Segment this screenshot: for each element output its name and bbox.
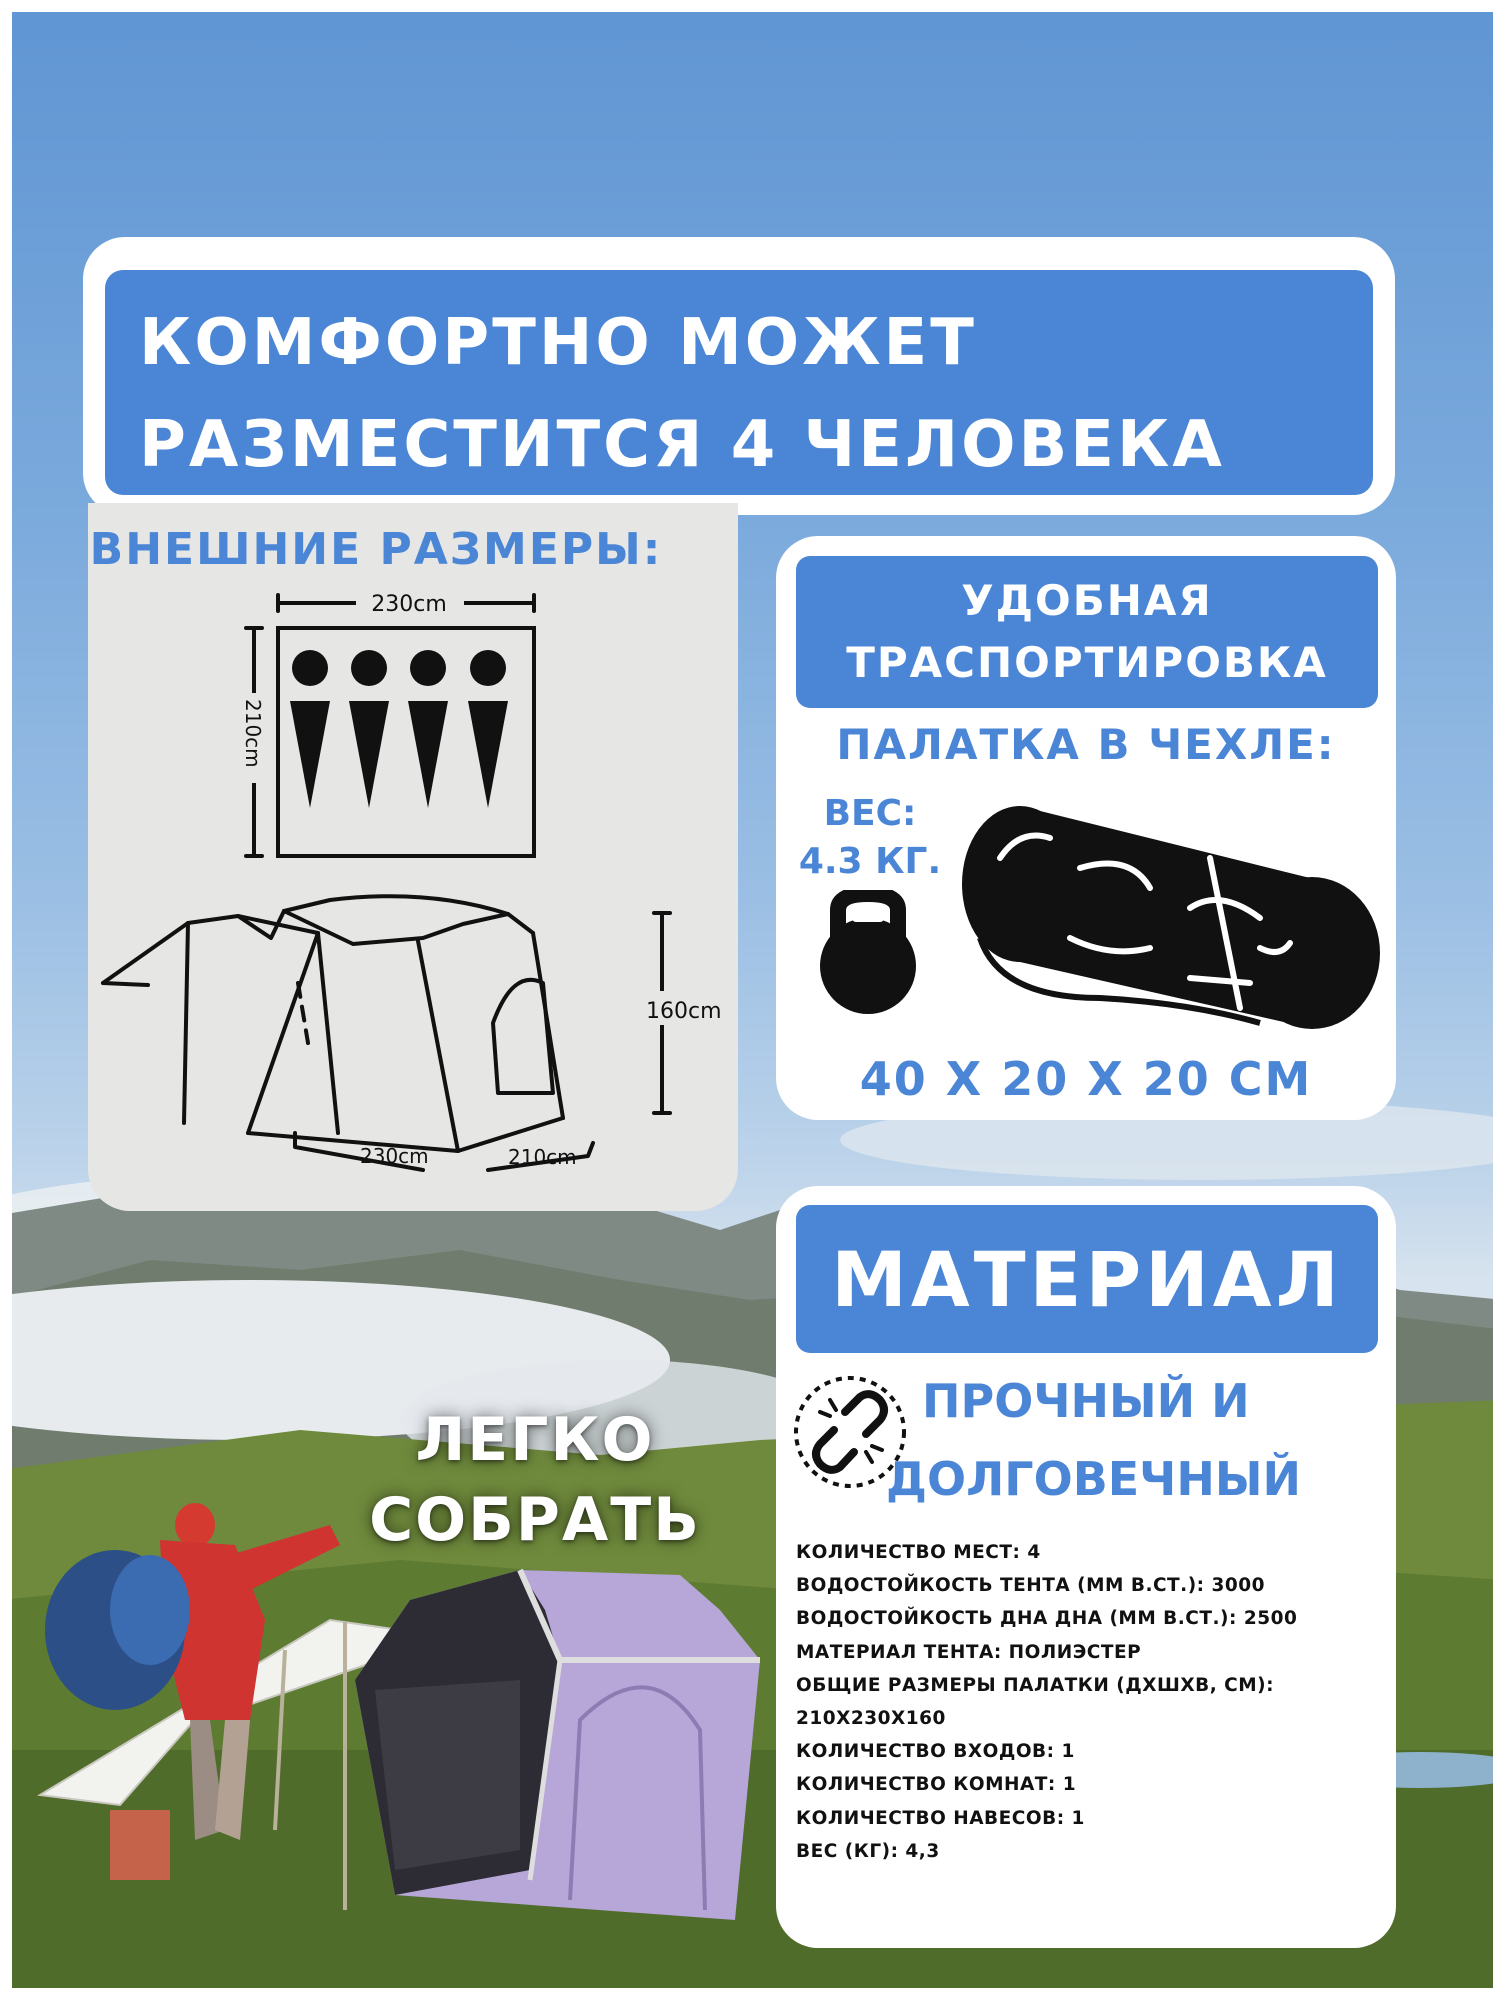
title-card (83, 237, 1395, 515)
tent-dimension-diagram (88, 503, 738, 1211)
dimensions-title: ВНЕШНИЕ РАЗМЕРЫ: (89, 524, 663, 575)
transport-header-line-1: УДОБНАЯ (961, 576, 1213, 625)
easy-assembly-line-2: СОБРАТЬ (369, 1485, 701, 1555)
bag-size: 40 X 20 X 20 СМ (859, 1052, 1313, 1106)
spec-item: КОЛИЧЕСТВО КОМНАТ: 1 (796, 1774, 1077, 1796)
title-banner (105, 270, 1373, 495)
durability-line-2: ДОЛГОВЕЧНЫЙ (886, 1452, 1302, 1506)
spec-item: КОЛИЧЕСТВО ВХОДОВ: 1 (796, 1741, 1075, 1763)
easy-assembly-line-1: ЛЕГКО (415, 1405, 655, 1475)
kettlebell-icon (808, 890, 928, 1016)
spec-item: КОЛИЧЕСТВО НАВЕСОВ: 1 (796, 1807, 1085, 1829)
spec-item: ВОДОСТОЙКОСТЬ ТЕНТА (ММ В.СТ.): 3000 (796, 1575, 1265, 1597)
weight-label-block (792, 790, 948, 886)
top-width-label: 230cm (371, 592, 447, 617)
spec-item: ВЕС (КГ): 4,3 (796, 1840, 940, 1862)
spec-item: МАТЕРИАЛ ТЕНТА: ПОЛИЭСТЕР (796, 1641, 1142, 1663)
spec-item: ВОДОСТОЙКОСТЬ ДНА ДНА (ММ В.СТ.): 2500 (796, 1608, 1298, 1630)
material-header: МАТЕРИАЛ (796, 1205, 1378, 1353)
spec-item: ОБЩИЕ РАЗМЕРЫ ПАЛАТКИ (ДХШХВ, СМ): (796, 1674, 1275, 1696)
top-depth-label: 210cm (241, 699, 265, 768)
transport-header (796, 556, 1378, 708)
title-line-1: КОМФОРТНО МОЖЕТ (139, 306, 977, 380)
spec-item: 210X230X160 (796, 1708, 946, 1730)
spec-item: КОЛИЧЕСТВО МЕСТ: 4 (796, 1542, 1041, 1563)
durability-tagline (886, 1362, 1382, 1518)
base-width-label: 230cm (360, 1144, 429, 1168)
durability-line-1: ПРОЧНЫЙ И (922, 1374, 1250, 1428)
spec-list (796, 1536, 1376, 1868)
weight-value: 4.3 КГ. (798, 841, 942, 882)
tent-bag-icon (960, 798, 1386, 1030)
base-depth-label: 210cm (508, 1145, 577, 1169)
transport-header-line-2: ТРАСПОРТИРОВКА (846, 638, 1328, 687)
bag-subtitle: ПАЛАТКА В ЧЕХЛЕ: (836, 720, 1336, 769)
easy-assembly-caption (310, 1400, 760, 1560)
sleeping-figures (290, 650, 508, 808)
height-label: 160cm (646, 999, 722, 1024)
weight-label: ВЕС: (823, 793, 917, 834)
title-line-2: РАЗМЕСТИТСЯ 4 ЧЕЛОВЕКА (139, 408, 1225, 482)
